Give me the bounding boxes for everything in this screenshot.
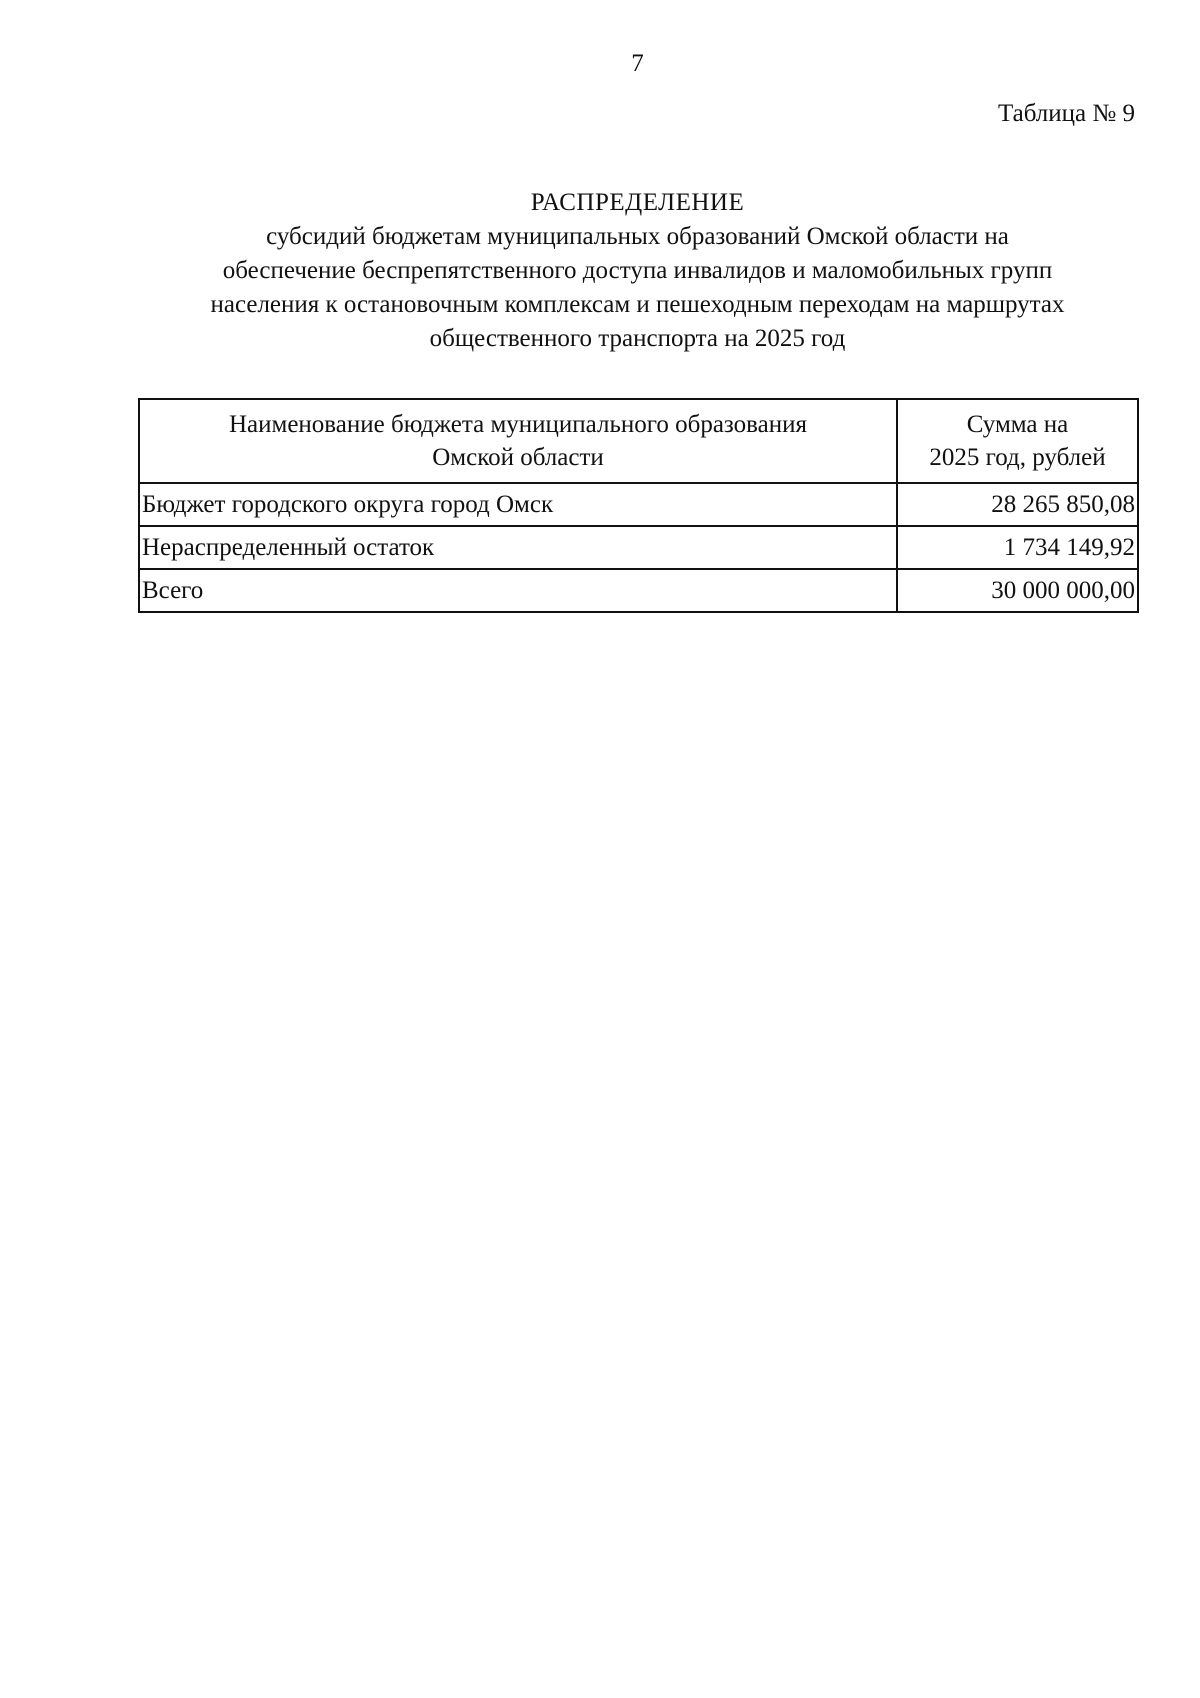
heading-line-1: субсидий бюджетам муниципальных образований Омской области на xyxy=(266,223,1009,250)
table-label: Таблица № 9 xyxy=(997,100,1135,127)
heading-line-4: общественного транспорта на 2025 год xyxy=(429,325,846,352)
table-header-row xyxy=(139,399,1138,483)
heading-line-2: обеспечение беспрепятственного доступа инвалидов и маломобильных групп xyxy=(222,257,1053,284)
distribution-table xyxy=(138,398,1139,613)
header-amount-line-2: 2025 год, рублей xyxy=(929,444,1106,471)
heading-line-3: населения к остановочным комплексам и пешеходным переходам на маршрутах xyxy=(210,291,1065,318)
header-budget-name xyxy=(139,399,897,483)
row-budget-name: Нераспределенный остаток xyxy=(139,526,897,569)
row-amount: 28 265 850,08 xyxy=(897,483,1138,526)
row-amount: 30 000 000,00 xyxy=(897,569,1138,612)
row-amount: 1 734 149,92 xyxy=(897,526,1138,569)
document-heading xyxy=(100,186,1175,356)
header-amount-line-1: Сумма на xyxy=(966,411,1069,438)
header-amount xyxy=(897,399,1138,483)
table-row-total xyxy=(139,569,1138,612)
page-number: 7 xyxy=(631,50,644,77)
row-budget-name: Бюджет городского округа город Омск xyxy=(139,483,897,526)
table-row xyxy=(139,483,1138,526)
table-row xyxy=(139,526,1138,569)
row-budget-name: Всего xyxy=(139,569,897,612)
header-budget-name-line-1: Наименование бюджета муниципального образования xyxy=(228,411,807,438)
header-budget-name-line-2: Омской области xyxy=(432,444,604,471)
heading-title: РАСПРЕДЕЛЕНИЕ xyxy=(530,189,745,216)
